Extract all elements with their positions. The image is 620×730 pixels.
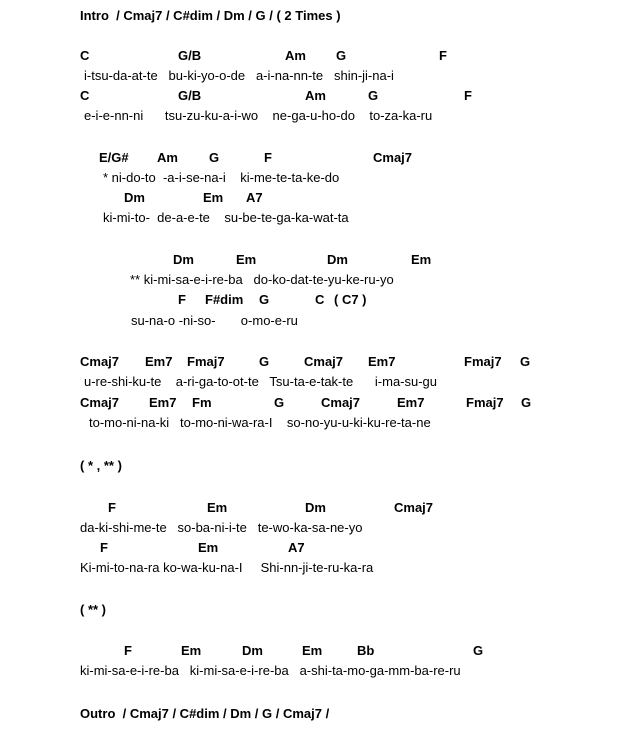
outro-line: Outro / Cmaj7 / C#dim / Dm / G / Cmaj7 /: [80, 706, 330, 721]
chord: G: [209, 150, 220, 165]
chord: Cmaj7: [373, 150, 413, 165]
chord: F: [108, 500, 116, 515]
chord: F#dim: [205, 292, 244, 307]
chord: G: [520, 354, 531, 369]
lyric-line: u-re-shi-ku-te a-ri-ga-to-ot-te Tsu-ta-e-tak-te i-ma-su-gu: [84, 374, 438, 389]
lyric-line: ** ki-mi-sa-e-i-re-ba do-ko-dat-te-yu-ke-ru-yo: [130, 272, 394, 287]
repeat-marker: ( * , ** ): [80, 458, 122, 473]
chord: Am: [305, 88, 326, 103]
chord: Em: [198, 540, 219, 555]
chord: Em7: [149, 395, 177, 410]
intro-line: Intro / Cmaj7 / C#dim / Dm / G / ( 2 Times ): [80, 8, 341, 23]
chord: G: [521, 395, 532, 410]
repeat-marker: ( ** ): [80, 602, 106, 617]
lyric-line: * ni-do-to -a-i-se-na-i ki-me-te-ta-ke-do: [103, 170, 340, 185]
chord: Cmaj7: [80, 354, 120, 369]
chord: Em: [411, 252, 432, 267]
chord: A7: [288, 540, 305, 555]
chord: Fmaj7: [466, 395, 504, 410]
chord: Em: [203, 190, 224, 205]
chord: Em: [181, 643, 202, 658]
chord: C: [80, 88, 90, 103]
chord: Fmaj7: [187, 354, 225, 369]
chord: F: [264, 150, 272, 165]
chord: G: [473, 643, 484, 658]
chord: Dm: [124, 190, 145, 205]
chord: Dm: [327, 252, 348, 267]
chord: Cmaj7: [304, 354, 344, 369]
chord: Bb: [357, 643, 375, 658]
chord: Am: [285, 48, 306, 63]
lyric-line: e-i-e-nn-ni tsu-zu-ku-a-i-wo ne-ga-u-ho-do to-za-ka-ru: [84, 108, 433, 123]
chord: G: [259, 354, 270, 369]
lyric-line: Ki-mi-to-na-ra ko-wa-ku-na-I Shi-nn-ji-te-ru-ka-ra: [80, 560, 374, 575]
chord: F: [100, 540, 108, 555]
chord: F: [178, 292, 186, 307]
chord: F: [439, 48, 447, 63]
chord: Dm: [305, 500, 326, 515]
chord: C: [80, 48, 90, 63]
chord: C: [315, 292, 325, 307]
chord: Em: [236, 252, 257, 267]
chord: G: [368, 88, 379, 103]
chord: Cmaj7: [80, 395, 120, 410]
lyric-line: su-na-o -ni-so- o-mo-e-ru: [131, 313, 298, 328]
chord: Cmaj7: [321, 395, 361, 410]
lyric-line: ki-mi-sa-e-i-re-ba ki-mi-sa-e-i-re-ba a-shi-ta-mo-ga-mm-ba-re-ru: [80, 663, 461, 678]
chord: Fmaj7: [464, 354, 502, 369]
chord: Fm: [192, 395, 212, 410]
chord: Am: [157, 150, 178, 165]
chord: Cmaj7: [394, 500, 434, 515]
lyric-line: ki-mi-to- de-a-e-te su-be-te-ga-ka-wat-ta: [103, 210, 349, 225]
chord: Em7: [145, 354, 173, 369]
chord: G/B: [178, 48, 202, 63]
chord: G: [336, 48, 347, 63]
chord: Dm: [242, 643, 263, 658]
chord: G: [274, 395, 285, 410]
lyric-line: to-mo-ni-na-ki to-mo-ni-wa-ra-I so-no-yu-u-ki-ku-re-ta-ne: [89, 415, 431, 430]
chord: F: [124, 643, 132, 658]
chord: ( C7 ): [334, 292, 367, 307]
chord: G: [259, 292, 270, 307]
chord: F: [464, 88, 472, 103]
chord: A7: [246, 190, 263, 205]
lyric-line: da-ki-shi-me-te so-ba-ni-i-te te-wo-ka-sa-ne-yo: [80, 520, 363, 535]
chord: Em: [302, 643, 323, 658]
lyric-line: i-tsu-da-at-te bu-ki-yo-o-de a-i-na-nn-te shin-ji-na-i: [84, 68, 394, 83]
chord: G/B: [178, 88, 202, 103]
chord: E/G#: [99, 150, 129, 165]
chord: Dm: [173, 252, 194, 267]
chord: Em7: [397, 395, 425, 410]
chord: Em: [207, 500, 228, 515]
chord: Em7: [368, 354, 396, 369]
